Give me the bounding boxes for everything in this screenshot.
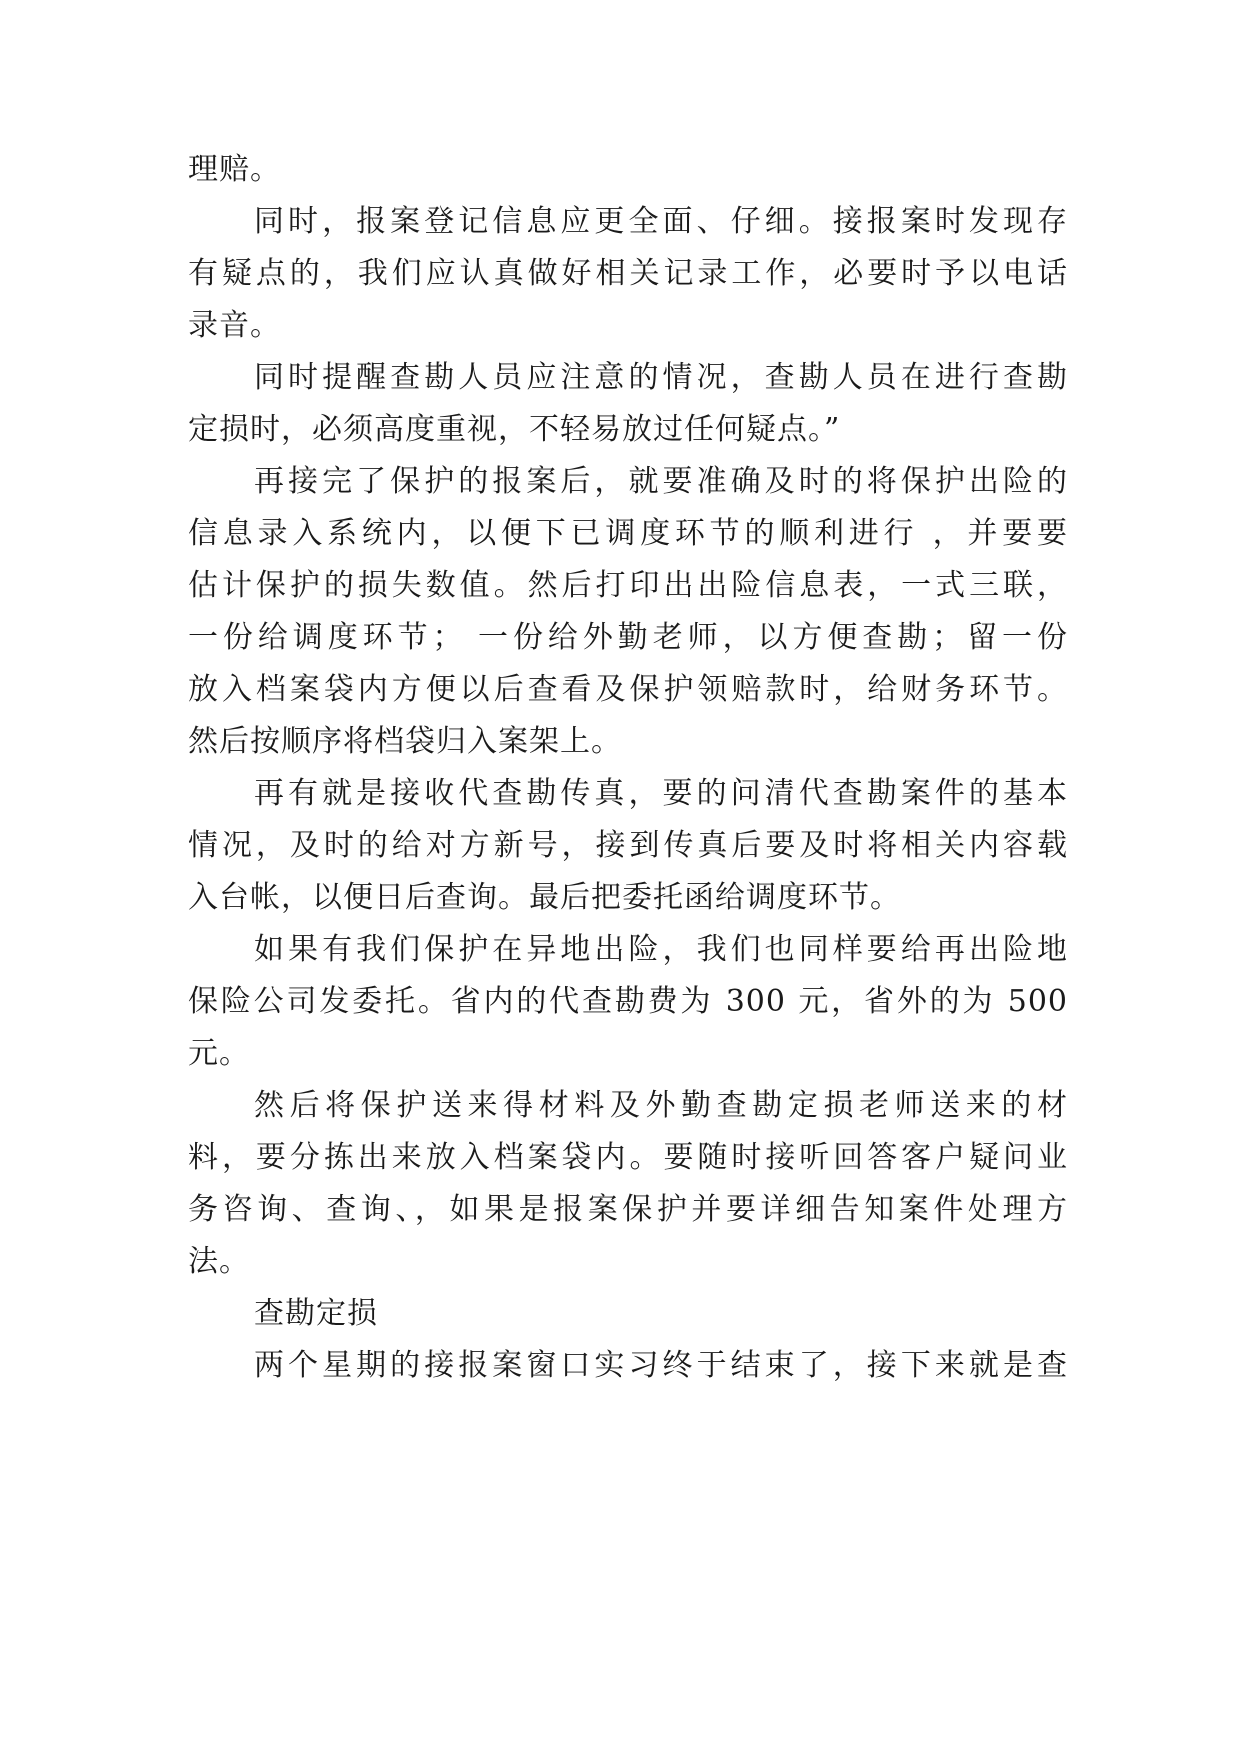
text-line: 录音。: [188, 308, 281, 343]
text-line: 同时提醒查勘人员应注意的情况，查勘人员在进行查勘: [254, 360, 1068, 395]
text-line: 两个星期的接报案窗口实习终于结束了，接下来就是查: [254, 1348, 1068, 1383]
text-line: 定损时，必须高度重视，不轻易放过任何疑点。”: [188, 412, 841, 447]
text-line: 然后按顺序将档袋归入案架上。: [188, 724, 622, 759]
text-line: 有疑点的，我们应认真做好相关记录工作，必要时予以电话: [188, 256, 1068, 291]
text-line: 然后将保护送来得材料及外勤查勘定损老师送来的材: [254, 1088, 1068, 1123]
text-line: 元。: [188, 1036, 250, 1071]
text-line: 再接完了保护的报案后，就要准确及时的将保护出险的: [254, 464, 1068, 499]
text-line: 再有就是接收代查勘传真，要的问清代查勘案件的基本: [254, 776, 1068, 811]
text-line: 放入档案袋内方便以后查看及保护领赔款时，给财务环节。: [188, 672, 1068, 707]
text-line: 一份给调度环节； 一份给外勤老师，以方便查勘；留一份: [188, 620, 1068, 655]
text-line: 务咨询、查询、，如果是报案保护并要详细告知案件处理方: [188, 1192, 1068, 1227]
text-line: 信息录入系统内，以便下已调度环节的顺利进行 ，并要要: [188, 516, 1068, 551]
text-line: 理赔。: [188, 152, 281, 187]
section-heading: 查勘定损: [254, 1296, 378, 1331]
text-line: 估计保护的损失数值。然后打印出出险信息表，一式三联，: [188, 568, 1068, 603]
text-line: 法。: [188, 1244, 250, 1279]
text-line: 如果有我们保护在异地出险，我们也同样要给再出险地: [254, 932, 1068, 967]
text-line: 保险公司发委托。省内的代查勘费为 300 元，省外的为 500: [188, 984, 1068, 1019]
text-line: 入台帐，以便日后查询。最后把委托函给调度环节。: [188, 880, 901, 915]
text-line: 同时，报案登记信息应更全面、仔细。接报案时发现存: [254, 204, 1068, 239]
text-line: 情况，及时的给对方新号，接到传真后要及时将相关内容载: [188, 828, 1068, 863]
text-line: 料，要分拣出来放入档案袋内。要随时接听回答客户疑问业: [188, 1140, 1068, 1175]
